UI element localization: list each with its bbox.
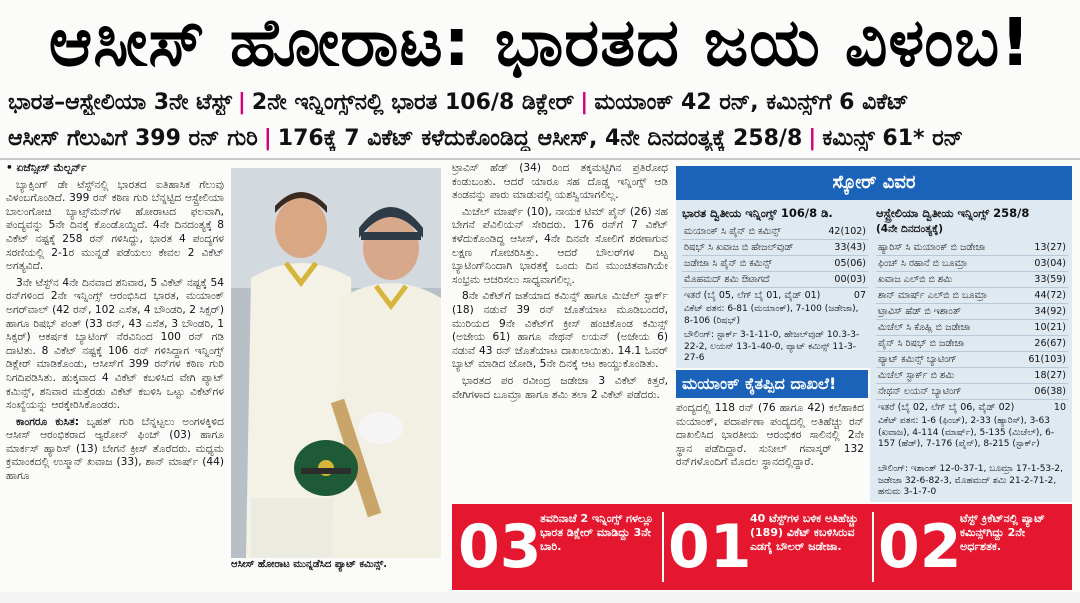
deck-item: ಕಮಿನ್ಸ್ 61* ರನ್ [822, 126, 964, 151]
scorecard-row: ಮಿಚೆಲ್ ಸಿ ಕೊಹ್ಲಿ ಬಿ ಜಡೇಜಾ 10(21) [876, 320, 1068, 336]
extras-row: ಇತರೆ (ಬೈ 05, ಲೆಗ್ ಬೈ 01, ವೈಡ್ 01) 07 [684, 290, 866, 301]
india-innings-title: ಭಾರತ ದ್ವಿತೀಯ ಇನ್ನಿಂಗ್ಸ್ 106/8 ಡಿ. [682, 206, 833, 220]
article-paragraph: ಬೃಹತ್ ಗುರಿ ಬೆನ್ನಟ್ಟಲು ಅಂಗಳಕ್ಕಿಳಿದ ಆಸೀಸ್ ಆರಂಭಿಕರಾದ ಆ್ಯರೋನ್ ಫಿಂಚ್ (03) ಹಾಗೂ ಮಾರ್ಕಸ್ ಹ್ಯಾರಿಸ್ (13) ಬೇಗನೆ ಕ್ರೀಸ್ ತೊರೆದರು. ಮಧ್ಯಮ ಕ್ರಮಾಂಕದಲ್ಲಿ ಉಸ್ಮಾನ್ ಖವಾಜ (33), ಶಾನ್ ಮಾರ್ಷ್ (44) ಹಾಗೂ [6, 415, 224, 483]
deck-item: 2ನೇ ಇನ್ನಿಂಗ್ಸ್‌ನಲ್ಲಿ ಭಾರತ 106/8 ಡಿಕ್ಲೇರ್ [251, 90, 575, 115]
scorecard-row: ಖವಾಜ ಎಲ್‌ಬಿ ಬಿ ಶಮಿ 33(59) [876, 272, 1068, 288]
article-paragraph: ಭಾರತದ ಪರ ರವೀಂದ್ರ ಜಡೇಜಾ 3 ವಿಕೆಟ್ ಕಿತ್ತರೆ, ವೇಗಿಗಳಾದ ಬೂಮ್ರಾ ಹಾಗೂ ಶಮಿ ತಲಾ 2 ವಿಕೆಟ್ ಪಡೆದರು. [452, 374, 668, 401]
scorecard-row: ಶಾನ್ ಮಾರ್ಷ್ ಎಲ್‌ಬಿ ಬಿ ಬೂಮ್ರಾ 44(72) [876, 288, 1068, 304]
fact-text: ತವರಿನಾಚೆ 2 ಇನ್ನಿಂಗ್ಸ್ ಗಳಲ್ಲೂ ಭಾರತ ಡಿಕ್ಲೇರ್ ಮಾಡಿದ್ದು 3ನೇ ಬಾರಿ. [540, 512, 654, 553]
scorecard-row: ಮಯಾಂಕ್ ಸಿ ಪೈನ್ ಬಿ ಕಮಿನ್ಸ್ 42(102) [682, 224, 868, 240]
fact-number: 02 [878, 512, 962, 582]
scorecard-row: ರಿಷಭ್ ಸಿ ಖವಾಜ ಬಿ ಹೇಜಲ್‌ವುಡ್ 33(43) [682, 240, 868, 256]
fact-text: 40 ಟೆಸ್ಟ್‌ಗಳ ಬಳಿಕ ಅತಿಹೆಚ್ಚು (189) ವಿಕೆಟ್ ಕಬಳಿಸಿರುವ ಎಡಗೈ ಬೌಲರ್ ಜಡೇಜಾ. [750, 512, 859, 553]
scorecard-title: ಸ್ಕೋರ್ ವಿವರ [676, 166, 1072, 200]
bowling-figures: ಬೌಲಿಂಗ್: ಇಶಾಂತ್ 12-0-37-1, ಬೂಮ್ರಾ 17-1-53-2, ಜಡೇಜಾ 32-6-82-3, ಮೊಹಮದ್ ಶಮಿ 21-2-71-2, ಹನುಮ 3-1-7-0 [878, 464, 1063, 497]
article-column-1 [6, 162, 224, 582]
article-column-2 [452, 162, 668, 502]
article-paragraph: 8ನೇ ವಿಕೆಟ್‌ಗೆ ಜತೆಯಾದ ಕಮಿನ್ಸ್ ಹಾಗೂ ಮಿಚೆಲ್ ಸ್ಟಾರ್ಕ್ (18) ನಡುವೆ 39 ರನ್ ಜೊತೆಯಾಟ ಮೂಡಿಬಂದರೆ, ಮುರಿಯದ 9ನೇ ವಿಕೆಟ್‌ಗೆ ಕ್ರೀಸ್ ಹಂಚಿಕೊಂಡ ಕಮಿನ್ಸ್ (ಅಜೇಯ 61) ಹಾಗೂ ನೇಥನ್ ಲಯನ್ (ಅಜೇಯ 6) ನಡುವೆ 43 ರನ್ ಜೊತೆಯಾಟ ದಾಖಲಾಯಿತು. 14.1 ಓವರ್ ಬ್ಯಾಟ್ ಮಾಡಿದ ಜೋಡಿ, 5ನೇ ದಿನಕ್ಕೆ ಆಟ ಕಾಯ್ದುಕೊಂಡಿತು. [452, 290, 668, 371]
scorecard-row: ಹ್ಯಾರಿಸ್ ಸಿ ಮಯಾಂಕ್ ಬಿ ಜಡೇಜಾ 13(27) [876, 240, 1068, 256]
article-paragraph: ಮಿಚೆಲ್ ಮಾರ್ಷ್ (10), ನಾಯಕ ಟಿಮ್ ಪೈನ್ (26) ಸಹ ಬೇಗನೆ ಪೆವಿಲಿಯನ್ ಸೇರಿದರು. 176 ರನ್‌ಗೆ 7 ವಿಕೆಟ್ ಕಳೆದುಕೊಂಡಿದ್ದ ಆಸೀಸ್, 4ನೇ ದಿನವೇ ಸೋಲಿಗೆ ಶರಣಾಗುವ ಲಕ್ಷಣ ಗೋಚರಿಸಿತ್ತು. ಆದರೆ ಬೌಲರ್‌ಗಳ ದಿಟ್ಟ ಬ್ಯಾಟಿಂಗ್‌ನಿಂದಾಗಿ ಭಾರತಕ್ಕೆ ಒಂದು ದಿನ ಮುಂಚಿತವಾಗಿಯೇ ಸಂಭ್ರಮ ಆಚರಿಸಲು ಸಾಧ್ಯವಾಗಲಿಲ್ಲ. [452, 205, 668, 286]
scorecard-row: ಮೊಹಮದ್ ಶಮಿ ಔಟಾಗದೆ 00(03) [682, 272, 868, 288]
mayank-record-body: ಪಂದ್ಯದಲ್ಲಿ 118 ರನ್ (76 ಹಾಗೂ 42) ಕಲೆಹಾಕಿದ ಮಯಾಂಕ್, ಪದಾರ್ಪಣಾ ಪಂದ್ಯದಲ್ಲಿ ಅತಿಹೆಚ್ಚು ರನ್ ದಾಖಲಿಸಿದ ಭಾರತೀಯ ಆರಂಭಿಕರ ಸಾಲಿನಲ್ಲಿ 2ನೇ ಸ್ಥಾನ ಪಡೆದಿದ್ದಾರೆ. ಸುನೀಲ್ ಗವಾಸ್ಕರ್ 132 ರನ್‌ಗಳೊಂದಿಗೆ ಮೊದಲ ಸ್ಥಾನದಲ್ಲಿದ್ದಾರೆ. [676, 402, 864, 469]
separator-bar: | [263, 126, 272, 151]
fact-number: 01 [668, 512, 752, 582]
australia-innings-title: ಆಸ್ಟ್ರೇಲಿಯಾ ದ್ವಿತೀಯ ಇನ್ನಿಂಗ್ಸ್ 258/8 [876, 206, 1030, 220]
article-paragraph: 3ನೇ ಟೆಸ್ಟ್‌ನ 4ನೇ ದಿನವಾದ ಶನಿವಾರ, 5 ವಿಕೆಟ್ ನಷ್ಟಕ್ಕೆ 54 ರನ್‌ಗಳಿಂದ 2ನೇ ಇನ್ನಿಂಗ್ಸ್ ಆರಂಭಿಸಿದ ಭಾರತ, ಮಯಾಂಕ್ ಅಗರ್‌ವಾಲ್ (42 ರನ್, 102 ಎಸೆತ, 4 ಬೌಂಡರಿ, 2 ಸಿಕ್ಸರ್) ಹಾಗೂ ರಿಷಭ್ ಪಂತ್ (33 ರನ್, 43 ಎಸೆತ, 3 ಬೌಂಡರಿ, 1 ಸಿಕ್ಸರ್) ಆಕರ್ಷಕ ಬ್ಯಾಟಿಂಗ್ ನೆರವಿನಿಂದ 100 ರನ್ ಗಡಿ ದಾಟಿತು. 8 ವಿಕೆಟ್ ನಷ್ಟಕ್ಕೆ 106 ರನ್ ಗಳಿಸಿದ್ದಾಗ ಇನ್ನಿಂಗ್ಸ್ ಡಿಕ್ಲೇರ್ ಮಾಡಿಕೊಂಡು, ಆಸೀಸ್‌ಗೆ 399 ರನ್‌ಗಳ ಕಠಿಣ ಗುರಿ ನಿಗದಿಪಡಿಸಿತು. ಹುಕ್ಕವಾದ 4 ವಿಕೆಟ್ ಕಬಳಿಸಿದ ವೇಗಿ ಪ್ಯಾಟ್ ಕಮಿನ್ಸ್, ಶನಿವಾರ ಮತ್ತೆರಡು ವಿಕೆಟ್ ಕಬಳಿಸಿ ಒಟ್ಟು ವಿಕೆಟ್‌ಗಳ ಸಂಖ್ಯೆಯನ್ನು ಆರಕ್ಕೇರಿಸಿಕೊಂಡರು. [6, 276, 224, 412]
deck-item: 176ಕ್ಕೆ 7 ವಿಕೆಟ್ ಕಳೆದುಕೊಂಡಿದ್ದ ಆಸೀಸ್, 4ನೇ ದಿನದಂತ್ಯಕ್ಕೆ 258/8 [277, 126, 803, 151]
separator-bar: | [580, 90, 589, 115]
bottom-strip [0, 592, 1080, 603]
separator-bar: | [808, 126, 817, 151]
scorecard-row: ಜಡೇಜಾ ಸಿ ಪೈನ್ ಬಿ ಕಮಿನ್ಸ್ 05(06) [682, 256, 868, 272]
divider [0, 158, 1080, 160]
fact-divider [872, 512, 874, 582]
mayank-record-title: ಮಯಾಂಕ್ ಕೈತಪ್ಪಿದ ದಾಖಲೆ! [676, 370, 868, 398]
scorecard-row: ನೇಥನ್ ಲಯನ್ ಬ್ಯಾಟಿಂಗ್ 06(38) [876, 384, 1068, 400]
fall-of-wickets: ವಿಕೆಟ್ ಪತನ: 6-81 (ಮಯಾಂಕ್), 7-100 (ಜಡೇಜಾ), 8-106 (ರಿಷಭ್) [684, 304, 859, 326]
fact-text: ಟೆಸ್ಟ್ ಕ್ರಿಕೆಟ್‌ನಲ್ಲಿ ಪ್ಯಾಟ್ ಕಮಿನ್ಸ್‌ಗಿದ್ದು 2ನೇ ಅರ್ಧಶತಕ. [960, 512, 1045, 553]
scorecard-row: ಪೈನ್ ಸಿ ರಿಷಭ್ ಬಿ ಜಡೇಜಾ 26(67) [876, 336, 1068, 352]
deck-item: ಆಸೀಸ್ ಗೆಲುವಿಗೆ 399 ರನ್ ಗುರಿ [8, 126, 258, 151]
headline: ಆಸೀಸ್ ಹೋರಾಟ: ಭಾರತದ ಜಯ ವಿಳಂಬ! [48, 4, 1032, 81]
scorecard-row: ಟ್ರಾವಿಸ್ ಹೆಡ್ ಬಿ ಇಶಾಂತ್ 34(92) [876, 304, 1068, 320]
byline: • ಏಜೆನ್ಸೀಸ್ ಮೆಲ್ಬರ್ನ್ [6, 162, 87, 174]
scorecard-row: ಮಿಚೆಲ್ ಸ್ಟಾರ್ಕ್ ಬಿ ಶಮಿ 18(27) [876, 368, 1068, 384]
fact-number: 03 [458, 512, 542, 582]
deck-line-2 [8, 126, 1072, 151]
separator-bar: | [237, 90, 246, 115]
fall-of-wickets: ವಿಕೆಟ್ ಪತನ: 1-6 (ಫಿಂಚ್), 2-33 (ಹ್ಯಾರಿಸ್), 3-63 (ಖವಾಜ), 4-114 (ಮಾರ್ಷ್), 5-135 (ಮಿಚೆಲ್), 6-157 (ಹೆಡ್), 7-176 (ಪೈನ್), 8-215 (ಸ್ಟಾರ್ಕ್) [878, 416, 1055, 449]
players-illustration [231, 168, 441, 558]
scorecard-row: ಪ್ಯಾಟ್ ಕಮಿನ್ಸ್ ಬ್ಯಾಟಿಂಗ್ 61(103) [876, 352, 1068, 368]
scorecard-row: ಫಿಂಚ್ ಸಿ ರಹಾನೆ ಬಿ ಬೂಮ್ರಾ 03(04) [876, 256, 1068, 272]
photo-cummins [231, 168, 441, 558]
australia-innings-subtitle: (4ನೇ ದಿನದಂತ್ಯಕ್ಕೆ) [876, 223, 944, 235]
deck-line-1 [8, 90, 1072, 115]
fact-divider [662, 512, 664, 582]
article-paragraph: ಬ್ಯಾಕ್ಸಿಂಗ್ ಡೇ ಟೆಸ್ಟ್‌ನಲ್ಲಿ ಭಾರತದ ಐತಿಹಾಸಿಕ ಗೆಲುವು ವಿಳಂಬಗೊಂಡಿದೆ. 399 ರನ್ ಕಠಿಣ ಗುರಿ ಬೆನ್ನಟ್ಟಿದ ಆಸ್ಟ್ರೇಲಿಯಾ ಬಾಲಂಗೋಚಿ ಬ್ಯಾಟ್ಸ್‌ಮನ್‌ಗಳ ಹೋರಾಟದ ಫಲವಾಗಿ, ಪಂದ್ಯವನ್ನು 5ನೇ ದಿನಕ್ಕೆ ಕೊಂಡೊಯ್ದಿದೆ. 4ನೇ ದಿನದಂತ್ಯಕ್ಕೆ 8 ವಿಕೆಟ್ ನಷ್ಟಕ್ಕೆ 258 ರನ್ ಗಳಿಸಿದ್ದು, ಭಾರತ 4 ಪಂದ್ಯಗಳ ಸರಣಿಯಲ್ಲಿ 2-1ರ ಮುನ್ನಡೆ ಪಡೆಯಲು ಕೇವಲ 2 ವಿಕೆಟ್ ಅಗತ್ಯವಿದೆ. [6, 178, 224, 273]
deck-item: ಮಯಾಂಕ್ 42 ರನ್, ಕಮಿನ್ಸ್‌ಗೆ 6 ವಿಕೆಟ್ [594, 90, 909, 115]
subhead: ಕಾಂಗರೂ ಕುಸಿತ: [16, 415, 79, 428]
article-paragraph: ಟ್ರಾವಿಸ್ ಹೆಡ್ (34) ರಿಂದ ತಕ್ಕಮಟ್ಟಿಗಿನ ಪ್ರತಿರೋಧ ಕಂಡುಬಂತು. ಆದರೆ ಯಾರೂ ಸಹ ದೊಡ್ಡ ಇನ್ನಿಂಗ್ಸ್ ಆಡಿ ತಂಡವನ್ನು ಪಾರು ಮಾಡುವಲ್ಲಿ ಯಶಸ್ವಿಯಾಗಲಿಲ್ಲ. [452, 162, 668, 202]
deck-item: ಭಾರತ–ಆಸ್ಟ್ರೇಲಿಯಾ 3ನೇ ಟೆಸ್ಟ್ [8, 90, 232, 115]
bowling-figures: ಬೌಲಿಂಗ್: ಸ್ಟಾರ್ಕ್ 3-1-11-0, ಹೇಜಲ್‌ವುಡ್ 10.3-3-22-2, ಲಯನ್ 13-1-40-0, ಪ್ಯಾಟ್ ಕಮಿನ್ಸ್ 11-3-27-6 [684, 330, 860, 363]
photo-caption: ಆಸೀಸ್ ಹೋರಾಟ ಮುನ್ನಡೆಸಿದ ಪ್ಯಾಟ್ ಕಮಿನ್ಸ್. [231, 559, 388, 570]
extras-row: ಇತರೆ (ಬೈ 02, ಲೆಗ್ ಬೈ 06, ವೈಡ್ 02) 10 [878, 402, 1066, 413]
